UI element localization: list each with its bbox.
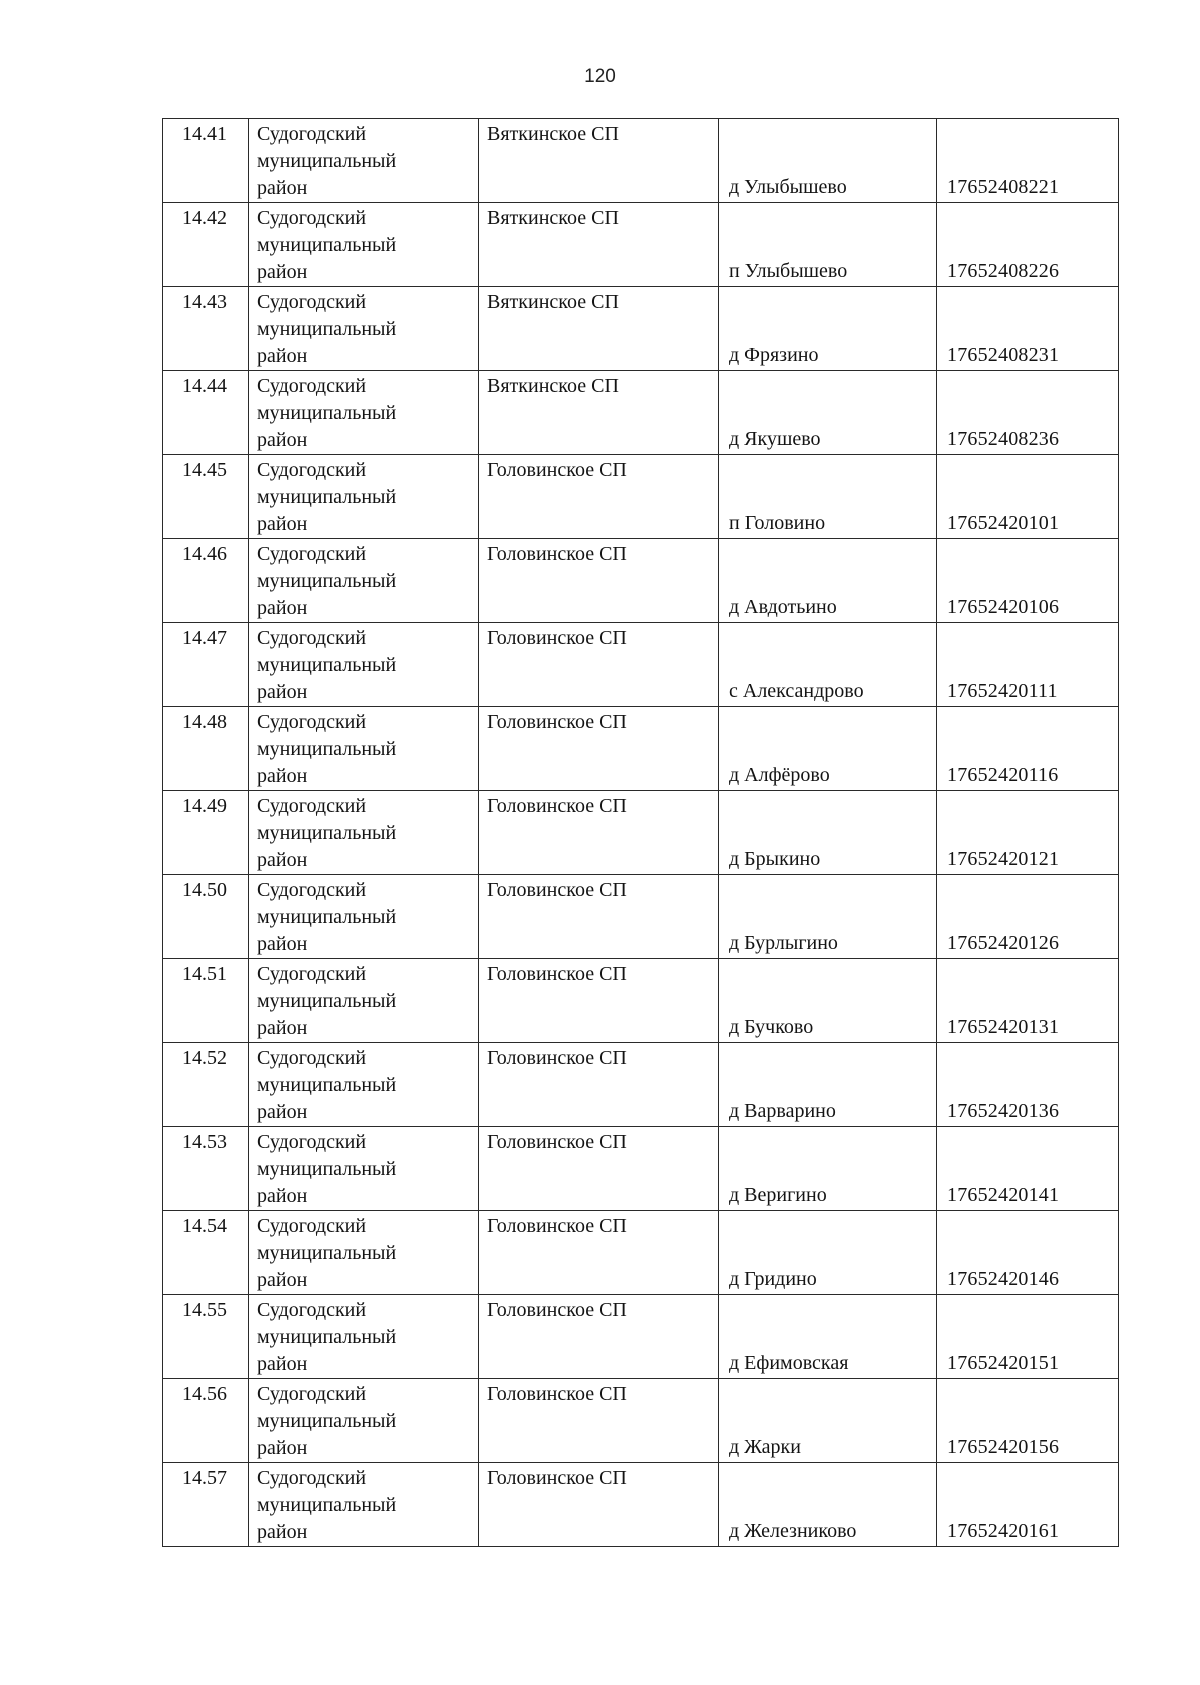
district-line: Судогодский (257, 459, 367, 481)
settlement-cell: Головинское СП (479, 455, 719, 539)
table-row (163, 287, 1119, 371)
oktmo-code-cell: 17652420101 (937, 455, 1119, 539)
district-line: муниципальный (257, 1494, 397, 1516)
locality-cell: д Бурлыгино (719, 875, 937, 959)
district-cell (249, 455, 479, 539)
district-line: Судогодский (257, 1131, 367, 1153)
oktmo-code-cell: 17652420106 (937, 539, 1119, 623)
settlement-cell: Головинское СП (479, 623, 719, 707)
table-row (163, 1463, 1119, 1547)
row-number: 14.45 (163, 455, 249, 539)
district-line: район (257, 177, 308, 199)
locality-cell: д Улыбышево (719, 119, 937, 203)
oktmo-code-cell: 17652420116 (937, 707, 1119, 791)
table-body (163, 119, 1119, 1547)
district-cell (249, 791, 479, 875)
row-number: 14.48 (163, 707, 249, 791)
oktmo-code-cell: 17652420131 (937, 959, 1119, 1043)
district-cell (249, 1295, 479, 1379)
district-line: муниципальный (257, 402, 397, 424)
district-line: район (257, 513, 308, 535)
district-line: муниципальный (257, 1326, 397, 1348)
district-cell (249, 287, 479, 371)
district-cell (249, 875, 479, 959)
district-line: Судогодский (257, 1215, 367, 1237)
district-line: Судогодский (257, 543, 367, 565)
row-number: 14.47 (163, 623, 249, 707)
district-line: район (257, 1185, 308, 1207)
oktmo-code-cell: 17652420156 (937, 1379, 1119, 1463)
row-number: 14.53 (163, 1127, 249, 1211)
district-cell (249, 539, 479, 623)
district-line: муниципальный (257, 318, 397, 340)
locality-cell: д Гридино (719, 1211, 937, 1295)
district-cell (249, 707, 479, 791)
settlement-cell: Головинское СП (479, 707, 719, 791)
table-row (163, 959, 1119, 1043)
locality-cell: д Ефимовская (719, 1295, 937, 1379)
settlement-cell: Головинское СП (479, 791, 719, 875)
district-line: район (257, 597, 308, 619)
locality-cell: д Брыкино (719, 791, 937, 875)
locality-cell: д Веригино (719, 1127, 937, 1211)
district-line: муниципальный (257, 234, 397, 256)
table-row (163, 707, 1119, 791)
settlement-cell: Головинское СП (479, 1127, 719, 1211)
district-line: район (257, 1437, 308, 1459)
district-line: Судогодский (257, 1047, 367, 1069)
district-line: Судогодский (257, 291, 367, 313)
locality-cell: д Якушево (719, 371, 937, 455)
district-line: муниципальный (257, 1074, 397, 1096)
table-row (163, 1295, 1119, 1379)
district-line: Судогодский (257, 795, 367, 817)
page-number: 120 (584, 66, 616, 87)
district-line: Судогодский (257, 375, 367, 397)
district-line: Судогодский (257, 711, 367, 733)
district-line: муниципальный (257, 990, 397, 1012)
district-line: район (257, 849, 308, 871)
settlement-cell: Головинское СП (479, 539, 719, 623)
district-cell (249, 119, 479, 203)
district-cell (249, 203, 479, 287)
district-line: район (257, 1101, 308, 1123)
table-row (163, 203, 1119, 287)
oktmo-code-cell: 17652408236 (937, 371, 1119, 455)
oktmo-code-cell: 17652420136 (937, 1043, 1119, 1127)
district-cell (249, 1379, 479, 1463)
district-line: район (257, 933, 308, 955)
settlement-cell: Головинское СП (479, 1295, 719, 1379)
locality-cell: п Головино (719, 455, 937, 539)
oktmo-code-cell: 17652420141 (937, 1127, 1119, 1211)
district-line: муниципальный (257, 150, 397, 172)
district-line: муниципальный (257, 906, 397, 928)
district-line: район (257, 681, 308, 703)
district-cell (249, 1463, 479, 1547)
district-line: Судогодский (257, 879, 367, 901)
oktmo-code-cell: 17652408221 (937, 119, 1119, 203)
district-line: муниципальный (257, 1410, 397, 1432)
district-line: район (257, 261, 308, 283)
oktmo-code-cell: 17652420151 (937, 1295, 1119, 1379)
district-line: район (257, 1017, 308, 1039)
settlement-cell: Вяткинское СП (479, 203, 719, 287)
district-line: Судогодский (257, 627, 367, 649)
table-row (163, 119, 1119, 203)
table-row (163, 371, 1119, 455)
district-line: муниципальный (257, 654, 397, 676)
row-number: 14.57 (163, 1463, 249, 1547)
district-cell (249, 1127, 479, 1211)
row-number: 14.49 (163, 791, 249, 875)
district-line: район (257, 1353, 308, 1375)
locality-cell: д Авдотьино (719, 539, 937, 623)
settlement-cell: Головинское СП (479, 959, 719, 1043)
row-number: 14.43 (163, 287, 249, 371)
table-row (163, 1043, 1119, 1127)
district-cell (249, 623, 479, 707)
district-cell (249, 371, 479, 455)
table-row (163, 1127, 1119, 1211)
locality-cell: д Железниково (719, 1463, 937, 1547)
row-number: 14.46 (163, 539, 249, 623)
district-line: район (257, 765, 308, 787)
oktmo-code-cell: 17652420111 (937, 623, 1119, 707)
district-line: Судогодский (257, 207, 367, 229)
settlement-cell: Вяткинское СП (479, 371, 719, 455)
oktmo-code-cell: 17652408226 (937, 203, 1119, 287)
district-line: Судогодский (257, 1299, 367, 1321)
settlement-cell: Вяткинское СП (479, 287, 719, 371)
district-line: муниципальный (257, 822, 397, 844)
locality-cell: с Александрово (719, 623, 937, 707)
row-number: 14.56 (163, 1379, 249, 1463)
row-number: 14.55 (163, 1295, 249, 1379)
settlement-cell: Головинское СП (479, 1211, 719, 1295)
district-line: Судогодский (257, 963, 367, 985)
row-number: 14.41 (163, 119, 249, 203)
table-row (163, 791, 1119, 875)
district-line: район (257, 1521, 308, 1543)
row-number: 14.42 (163, 203, 249, 287)
locality-cell: п Улыбышево (719, 203, 937, 287)
row-number: 14.44 (163, 371, 249, 455)
table-row (163, 539, 1119, 623)
locality-cell: д Бучково (719, 959, 937, 1043)
district-line: Судогодский (257, 1383, 367, 1405)
settlement-cell: Головинское СП (479, 1463, 719, 1547)
locality-cell: д Жарки (719, 1379, 937, 1463)
table-row (163, 875, 1119, 959)
district-line: муниципальный (257, 570, 397, 592)
row-number: 14.51 (163, 959, 249, 1043)
district-line: район (257, 429, 308, 451)
settlement-cell: Головинское СП (479, 1379, 719, 1463)
row-number: 14.50 (163, 875, 249, 959)
settlement-cell: Головинское СП (479, 1043, 719, 1127)
table-row (163, 1379, 1119, 1463)
row-number: 14.54 (163, 1211, 249, 1295)
table-row (163, 1211, 1119, 1295)
oktmo-code-cell: 17652420126 (937, 875, 1119, 959)
district-line: муниципальный (257, 738, 397, 760)
district-cell (249, 959, 479, 1043)
oktmo-code-cell: 17652420121 (937, 791, 1119, 875)
table-row (163, 623, 1119, 707)
district-line: Судогодский (257, 1467, 367, 1489)
oktmo-code-cell: 17652408231 (937, 287, 1119, 371)
settlement-cell: Вяткинское СП (479, 119, 719, 203)
district-cell (249, 1211, 479, 1295)
locality-cell: д Фрязино (719, 287, 937, 371)
district-line: муниципальный (257, 1158, 397, 1180)
district-line: район (257, 345, 308, 367)
table-row (163, 455, 1119, 539)
settlements-table (162, 118, 1119, 1547)
district-line: район (257, 1269, 308, 1291)
district-cell (249, 1043, 479, 1127)
oktmo-code-cell: 17652420146 (937, 1211, 1119, 1295)
locality-cell: д Варварино (719, 1043, 937, 1127)
district-line: муниципальный (257, 486, 397, 508)
settlement-cell: Головинское СП (479, 875, 719, 959)
row-number: 14.52 (163, 1043, 249, 1127)
district-line: Судогодский (257, 123, 367, 145)
oktmo-code-cell: 17652420161 (937, 1463, 1119, 1547)
district-line: муниципальный (257, 1242, 397, 1264)
locality-cell: д Алфёрово (719, 707, 937, 791)
